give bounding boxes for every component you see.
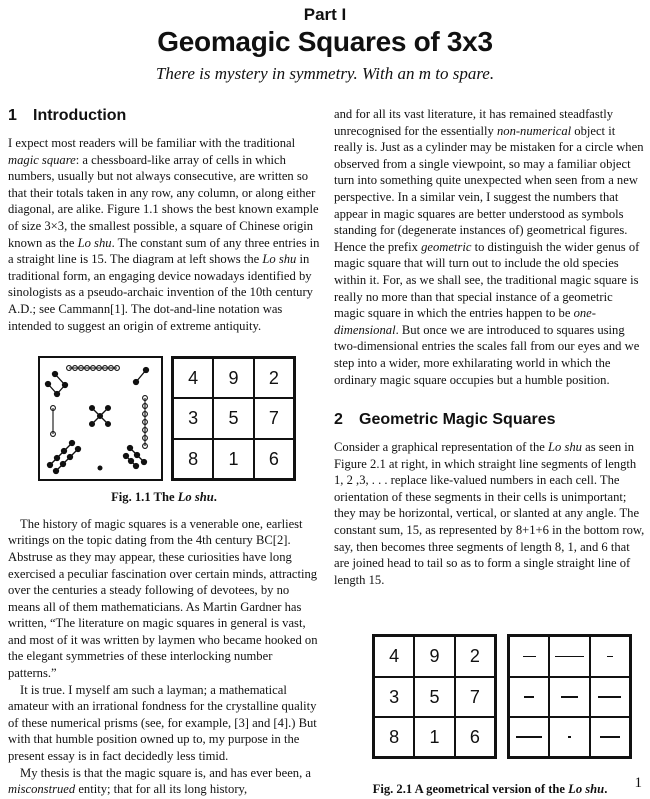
line-segment xyxy=(523,656,536,658)
grid-cell: 9 xyxy=(414,636,454,676)
segment-cell xyxy=(509,717,549,757)
line-segment xyxy=(568,736,571,738)
lo-shu-dot-diagram xyxy=(40,358,161,479)
segment-cell xyxy=(549,677,589,717)
figure-1-1-caption: Fig. 1.1 The Lo shu. xyxy=(111,490,217,505)
grid-cell: 3 xyxy=(173,398,213,438)
segment-cell xyxy=(590,677,630,717)
line-segment xyxy=(561,696,578,698)
segment-cell xyxy=(549,717,589,757)
history-paragraph: The history of magic squares is a venerable one, earliest writings on the topic dating from the 4th century BC[2]. Abstruse as they may appear, these curiosities have long exercised a peculiar fascination over certain minds, attracting over the centuries a steady following of devotees, by no means all of them mathematicians. As Martin Gardner has written, “The literature on magic squares in general is vast, and most of it was written by laymen who became hooked on the elegant symmetries of these interlocking number patterns.” xyxy=(8,516,318,681)
line-segment xyxy=(524,696,534,698)
segment-cell xyxy=(549,636,589,676)
geometric-paragraph: Consider a graphical representation of the Lo shu as seen in Figure 2.1 at right, in which straight line segments of length 1, 2 ,3, . . . replace like-valued numbers in each cell. The orientation of these segments in their cells is unimportant; they may be horizontal, vertical, or slanted at any angle. The constant sum, 15, as represented by 8+1+6 in the bottom row, say, then becomes three segments of length 8, 1, and 6 that are joined head to tail so as to form a single straight line of length 15. xyxy=(334,440,645,587)
grid-cell: 1 xyxy=(213,439,253,479)
grid-cell: 2 xyxy=(254,358,294,398)
layman-paragraph: It is true. I myself am such a layman; a mathematical amateur with an irrational fondness for the crystalline quality of these numerical prisms (see, for example, [3] and [4].) But with that humble position owned up to, my purpose in the present essay is in fact decidedly less timid. xyxy=(8,682,317,764)
grid-cell: 7 xyxy=(455,677,495,717)
page-subtitle: There is mystery in symmetry. With an m to spare. xyxy=(155,64,495,83)
grid-cell: 8 xyxy=(374,717,414,757)
part-label: Part I xyxy=(303,5,347,24)
segment-cell xyxy=(590,636,630,676)
lo-shu-diagram xyxy=(38,356,163,481)
grid-cell: 5 xyxy=(213,398,253,438)
segment-cell xyxy=(590,717,630,757)
section-title: Geometric Magic Squares xyxy=(359,411,556,429)
thesis-paragraph: My thesis is that the magic square is, and has ever been, a misconstrued entity; that for all its long history, xyxy=(8,765,311,797)
section-title: Introduction xyxy=(33,107,127,124)
grid-cell: 4 xyxy=(374,636,414,676)
page-title: Geomagic Squares of 3x3 xyxy=(157,26,493,57)
segment-cell xyxy=(509,636,549,676)
section-heading-geometric xyxy=(334,410,646,430)
right-column xyxy=(334,106,646,799)
line-segment xyxy=(600,736,620,738)
lo-shu-number-grid xyxy=(171,356,296,481)
lo-shu-segment-grid xyxy=(507,634,632,759)
section-number: 1 xyxy=(8,107,17,124)
section-heading-introduction xyxy=(8,106,320,126)
line-segment xyxy=(598,696,621,698)
grid-cell: 4 xyxy=(173,358,213,398)
grid-cell: 3 xyxy=(374,677,414,717)
grid-cell: 8 xyxy=(173,439,213,479)
line-segment xyxy=(516,736,542,738)
line-segment xyxy=(555,656,585,658)
grid-cell: 6 xyxy=(455,717,495,757)
page-number: 1 xyxy=(634,775,642,791)
lo-shu-number-grid xyxy=(372,634,497,759)
figure-1-1 xyxy=(38,356,320,481)
grid-cell: 5 xyxy=(414,677,454,717)
continuation-paragraph: and for all its vast literature, it has remained steadfastly unrecognised for the essentially non-numerical object it really is. Just as a cylinder may be mistaken for a circle when observed from a single viewpoint, so may a familiar object turn into something quite unexpected when seen from a new perspective. In a similar vein, I suggest the numbers that appear in magic squares are better understood as symbols standing for (degenerate instances of) geometrical figures. Hence the prefix geometric to distinguish the wider genus of magic square that will turn out to include the old species within it. For, as we shall see, the traditional magic square is really no more than that special instance of a geometric magic square in which the entries happen to be one-dimensional. But once we are introduced to squares using two-dimensional entries the scales fall from our eyes and we step into a wider, more exhilarating world in which the ordinary magic square occupies but a humble position. xyxy=(334,107,644,387)
figure-2-1 xyxy=(372,634,646,759)
line-segment xyxy=(607,656,614,658)
grid-cell: 9 xyxy=(213,358,253,398)
grid-cell: 1 xyxy=(414,717,454,757)
grid-cell: 7 xyxy=(254,398,294,438)
grid-cell: 2 xyxy=(455,636,495,676)
grid-cell: 6 xyxy=(254,439,294,479)
intro-paragraph: I expect most readers will be familiar with the traditional magic square: a chessboard-like array of cells in which numbers, usually but not always consecutive, are written so that their totals taken in any row, any column, or along either diagonal, are alike. Figure 1.1 shows the best known example of size 3×3, the smallest possible, a square of Chinese origin known as the Lo shu. The constant sum of any three entries in a straight line is 15. The diagram at left shows the Lo shu in traditional form, an engaging device nowadays identified by sinologists as a pseudo-archaic invention of the 10th century A.D.; see Cammann[1]. The dot-and-line notation was intended to suggest an origin of extreme antiquity. xyxy=(8,136,320,333)
segment-cell xyxy=(509,677,549,717)
left-column xyxy=(8,106,320,798)
section-number: 2 xyxy=(334,411,343,429)
figure-2-1-caption: Fig. 2.1 A geometrical version of the Lo shu. xyxy=(372,782,608,797)
